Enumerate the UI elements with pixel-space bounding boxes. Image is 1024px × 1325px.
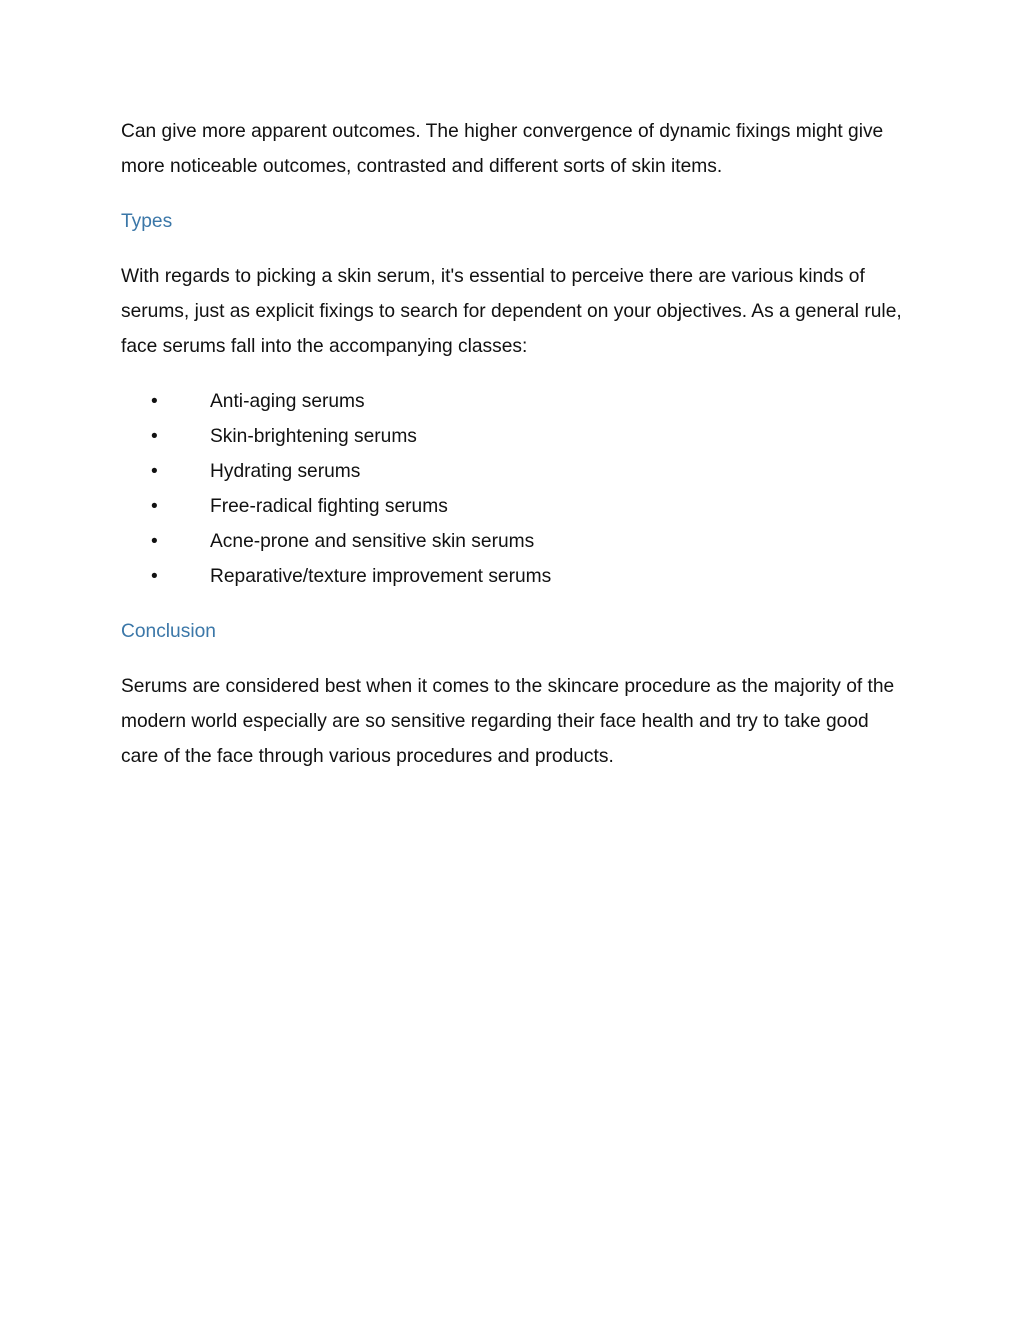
list-item-label: Hydrating serums [210,461,361,482]
bullet-icon: • [151,496,158,517]
list-item-label: Acne-prone and sensitive skin serums [210,531,535,552]
list-item [121,524,911,559]
document-page [121,114,911,774]
bullet-icon: • [151,566,158,587]
list-item [121,489,911,524]
list-item-label: Skin-brightening serums [210,426,417,447]
list-item [121,454,911,489]
list-item-label: Reparative/texture improvement serums [210,566,552,587]
bullet-icon: • [151,461,158,482]
list-item [121,559,911,594]
list-item [121,384,911,419]
conclusion-heading: Conclusion [121,621,216,642]
list-item [121,419,911,454]
list-item-label: Free-radical fighting serums [210,496,448,517]
types-paragraph: With regards to picking a skin serum, it's essential to perceive there are various kinds of serums, just as explicit fixings to search for dependent on your objectives. As a general rule, face serums fall into the accompanying classes: [121,266,902,357]
bullet-icon: • [151,426,158,447]
types-heading: Types [121,211,173,232]
bullet-icon: • [151,531,158,552]
list-item-label: Anti-aging serums [210,391,365,412]
conclusion-paragraph: Serums are considered best when it comes to the skincare procedure as the majority of the modern world especially are so sensitive regarding their face health and try to take good care of the face through various procedures and products. [121,676,895,767]
bullet-icon: • [151,391,158,412]
intro-paragraph: Can give more apparent outcomes. The higher convergence of dynamic fixings might give more noticeable outcomes, contrasted and different sorts of skin items. [121,121,884,177]
serum-types-list [121,384,911,594]
